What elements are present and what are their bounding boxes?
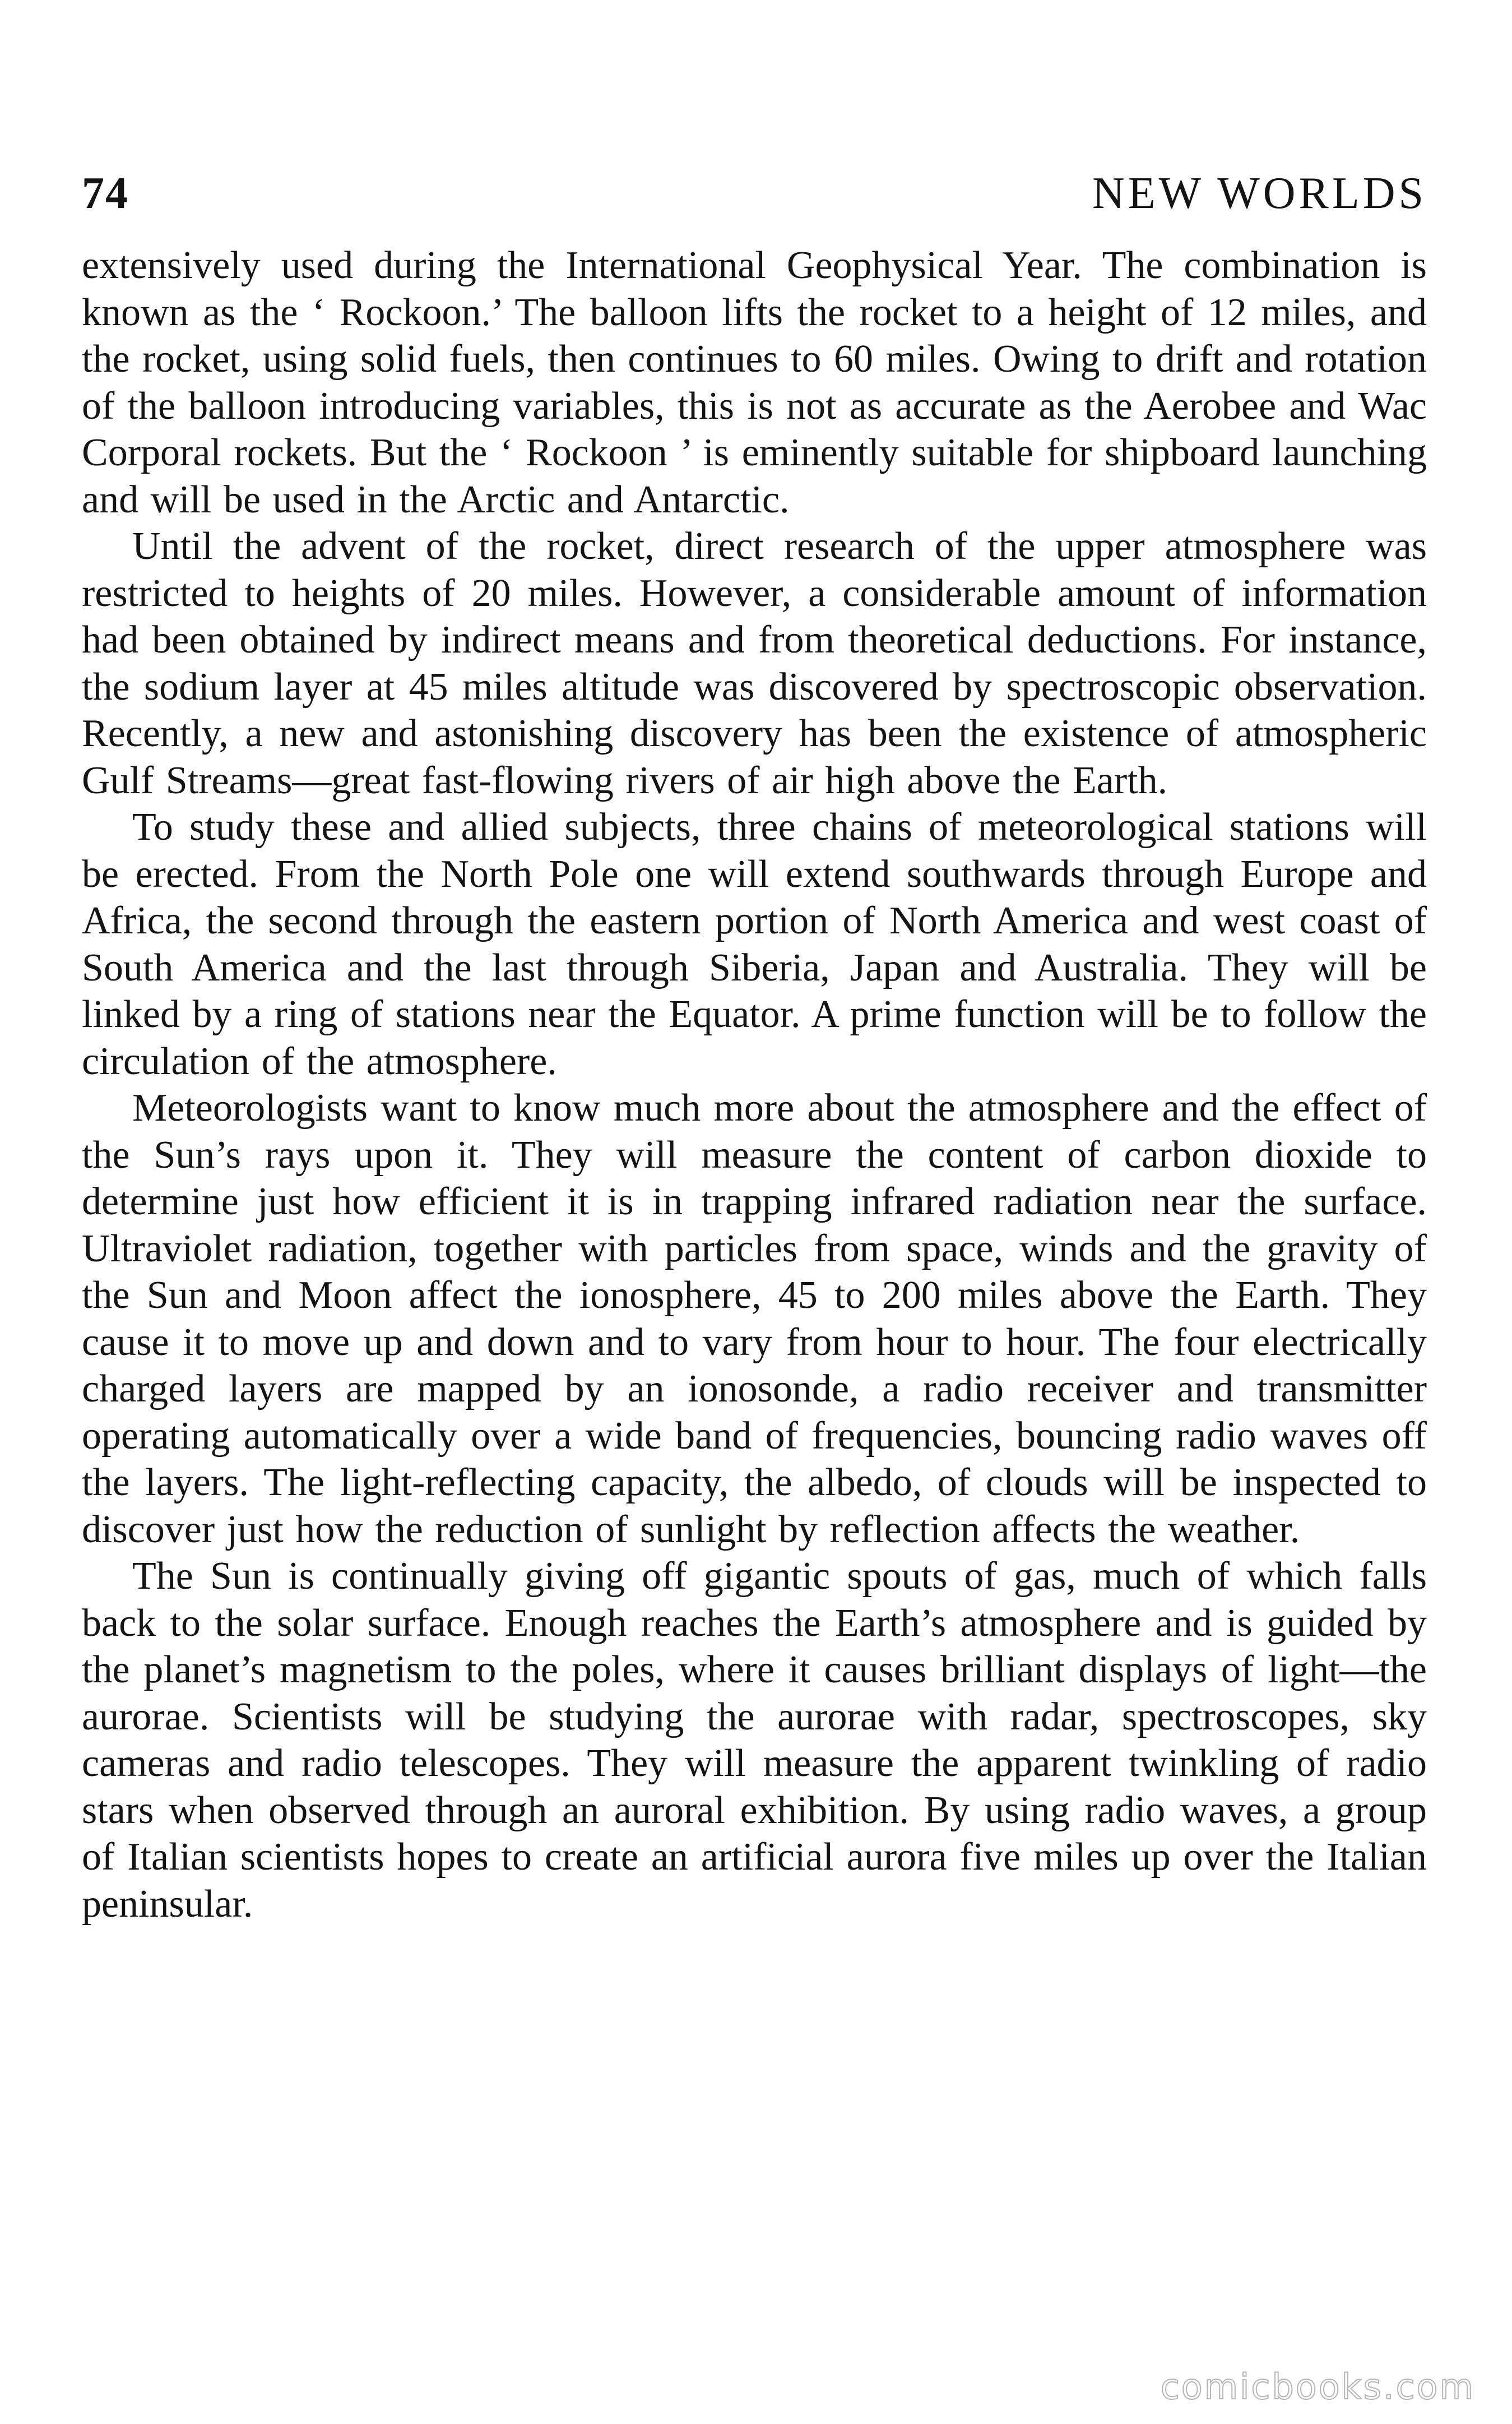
running-head [82,168,1427,219]
paragraph-meteorologists: Meteorologists want to know much more about the atmosphere and the effect of the Sun’s rays upon it. They will measure the content of carbon dioxide to determine just how efficient it is in trapping infrared radiation near the surface. Ultraviolet radiation, together with particles from space, winds and the gravity of the Sun and Moon affect the ionosphere, 45 to 200 miles above the Earth. They cause it to move up and down and to vary from hour to hour. The four electrically charged layers are mapped by an ionosonde, a radio receiver and transmitter operating automatically over a wide band of frequencies, bouncing radio waves off the layers. The light-reflecting capacity, the albedo, of clouds will be inspected to discover just how the reduction of sunlight by reflection affects the weather. [82,1086,1427,1551]
page-number: 74 [82,169,129,218]
book-page [82,168,1427,1927]
running-title: NEW WORLDS [1092,169,1427,218]
watermark: comicbooks.com [1160,2366,1475,2407]
paragraph-rockoon: extensively used during the International Geophysical Year. The combination is known as the ‘ Rockoon.’ The balloon lifts the rocket to a height of 12 miles, and the rocket, using solid fuels, then continues to 60 miles. Owing to drift and rotation of the balloon introducing variables, this is not as accurate as the Aerobee and Wac Corporal rockets. But the ‘ Rockoon ’ is eminently suitable for shipboard launching and will be used in the Arctic and Antarctic. [82,244,1427,521]
paragraph-upper-atmosphere: Until the advent of the rocket, direct research of the upper atmosphere was restricted to heights of 20 miles. However, a considerable amount of information had been obtained by indirect means and from theoretical deductions. For instance, the sodium layer at 45 miles altitude was discovered by spectroscopic observation. Recently, a new and astonishing discovery has been the existence of atmospheric Gulf Streams—great fast-flowing rivers of air high above the Earth. [82,525,1427,802]
body-text [82,242,1427,1927]
paragraph-meteorological-stations: To study these and allied subjects, three chains of meteorological stations will be erected. From the North Pole one will extend southwards through Europe and Africa, the second through the eastern portion of North America and west coast of South America and the last through Siberia, Japan and Australia. They will be linked by a ring of stations near the Equator. A prime function will be to follow the circulation of the atmosphere. [82,806,1427,1083]
paragraph-aurorae: The Sun is continually giving off gigantic spouts of gas, much of which falls back to the solar surface. Enough reaches the Earth’s atmosphere and is guided by the planet’s magnetism to the poles, where it causes brilliant displays of light—the aurorae. Scientists will be studying the aurorae with radar, spectroscopes, sky cameras and radio telescopes. They will measure the apparent twinkling of radio stars when observed through an auroral exhibition. By using radio waves, a group of Italian scientists hopes to create an artificial aurora five miles up over the Italian peninsular. [82,1555,1427,1926]
